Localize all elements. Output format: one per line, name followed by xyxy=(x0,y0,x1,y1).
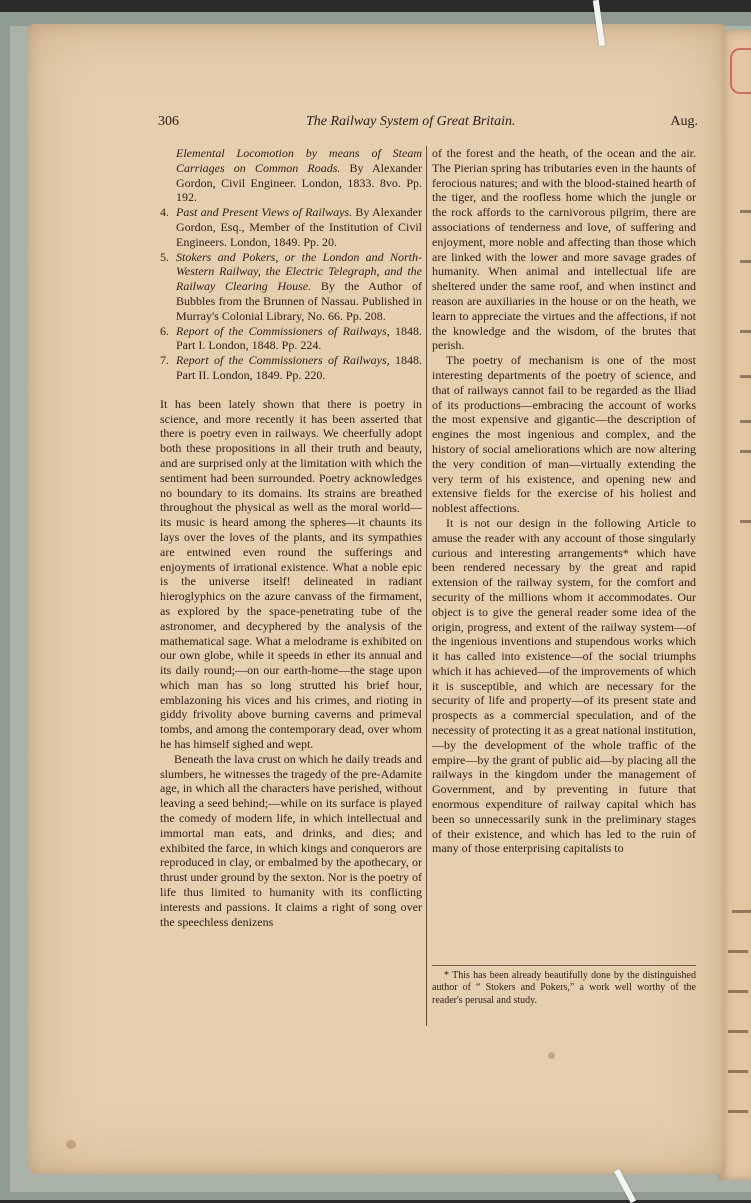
footnote xyxy=(432,970,696,1007)
text-fragment xyxy=(740,260,751,263)
text-fragment xyxy=(740,450,751,453)
reference-details: 1848. Part I. London, 1848. Pp. 224. xyxy=(176,323,423,353)
body-paragraph: The poetry of mechanism is one of the most interesting departments of the poetry of science, and that of railways cannot fail to be regarded as the Iliad of its productions—embracing the account of works the most expensive and gigantic—the description of engines the most ingenious and complex, and the history of social ameliorations which are now altering the very condition of man—virtually extending the very term of his existence, and opening new and extensive fields for the exercise of his holiest and noblest affections. xyxy=(432,353,696,516)
text-fragment xyxy=(740,210,751,213)
reference-number: 7. xyxy=(160,353,169,368)
paper-stain xyxy=(548,1052,555,1059)
reference-details: By the Author of Bubbles from the Brunnen of Nassau. Published in Murray's Colonial Library, No. 66. Pp. 208. xyxy=(176,279,422,323)
running-header xyxy=(158,114,698,136)
reference-details: By Alexander Gordon, Esq., Member of the Institution of Civil Engineers. London, 1849. Pp. 20. xyxy=(176,205,422,249)
reference-number: 5. xyxy=(160,249,169,264)
running-title: The Railway System of Great Britain. xyxy=(306,114,516,129)
reference-item xyxy=(160,250,422,324)
reference-number: 4. xyxy=(160,205,169,220)
text-fragment xyxy=(740,520,751,523)
text-fragment xyxy=(728,950,748,953)
text-fragment xyxy=(728,1110,748,1113)
left-column xyxy=(160,146,422,929)
reference-item xyxy=(160,205,422,249)
footnote-rule xyxy=(432,965,696,966)
section-gap xyxy=(160,383,422,397)
reference-item xyxy=(160,324,422,354)
text-fragment xyxy=(728,990,748,993)
reference-number: 6. xyxy=(160,323,169,338)
right-column xyxy=(432,146,696,856)
paper-stain xyxy=(66,1140,76,1149)
body-paragraph: Beneath the lava crust on which he daily treads and slumbers, he witnesses the tragedy of the pre-Adamite age, in which all the characters have perished, without leaving a seed behind;—while on its surface is played the comedy of modern life, in which intellectual and immortal man eats, and drinks, and dies; and exhibited the farce, in which kings and conquerors are reproduced in clay, or embalmed by the apothecary, or thrust under ground by the sexton. Nor is the poetry of life thus limited to humanity with its conflicting interests and passions. It claims a right of song over the speechless denizens xyxy=(160,751,422,929)
text-fragment xyxy=(732,910,751,913)
reference-details: 1848. Part II. London, 1849. Pp. 220. xyxy=(176,353,423,382)
page-number: 306 xyxy=(158,114,179,129)
red-ink-mark xyxy=(730,48,751,94)
text-fragment xyxy=(740,420,751,423)
reference-title: Elemental Locomotion by means of Steam Carriages on Common Roads. xyxy=(176,146,422,175)
column-rule xyxy=(426,146,427,1026)
body-paragraph: It has been lately shown that there is poetry in science, and more recently it has been asserted that there is poetry even in railways. We cheerfully adopt both these propositions in all their truth and beauty, and are surprised only at the limitation with which the sentiment had been surrounded. Poetry acknowledges no boundary to its domains. Its strains are breathed throughout the physical as well as the moral world—its music is heard among the spheres—it chaunts its lays over the loves of the plants, and its sympathies are entwined even round the sufferings and enjoyments of irrational existence. What a noble epic is the universe itself! delineated in radiant hieroglyphics on the azure canvass of the firmament, as explored by the space-penetrating tube of the astronomer, and decyphered by the analysis of the mathematical sage. What a melodrame is exhibited on our own globe, while it speeds in ether its annual and its daily round;—on our earth-home—the stage upon which man has so long strutted his brief hour, emblazoning his vices and his crimes, and rioting in giddy frivolity above burning caverns and primeval tombs, and among the contemporary dead, over whom he has himself sighed and wept. xyxy=(160,396,422,752)
footnote-text: * This has been already beautifully done by the distinguished author of “ Stokers and Pokers,” a work well worthy of the reader's perusal and study. xyxy=(432,970,696,1006)
text-fragment xyxy=(728,1030,748,1033)
reference-title: Report of the Commissioners of Railways, xyxy=(176,353,390,368)
text-fragment xyxy=(740,330,751,333)
text-fragment xyxy=(740,375,751,378)
reference-title: Stokers and Pokers, or the London and North-Western Railway, the Electric Telegraph, and the Railway Clearing House. xyxy=(176,249,422,294)
reference-item xyxy=(160,353,422,383)
reference-list xyxy=(160,146,422,383)
body-paragraph: It is not our design in the following Article to amuse the reader with any account of those singularly curious and interesting arrangements* which have been rendered necessary by the great and rapid extension of the railway system, for the comfort and security of the millions whom it accommodates. Our object is to give the general reader some idea of the origin, progress, and extent of the railway system—of the ingenious inventions and stupendous works which it has called into existence—of the social triumphs which it has achieved—of the improvements of which it is susceptible, and which are necessary for the security of life and property—of its present state and prospects as a commercial speculation, and of the necessity of protecting it as a great national institution,—by the development of the whole traffic of the empire—by the grant of public aid—by placing all the railways in the kingdom under the management of Government, and by preventing in future that enormous expenditure of railway capital which has been so unnecessarily sunk in the preliminary stages of their existence, and which has led to the ruin of many of those enterprising capitalists to xyxy=(432,515,696,856)
reference-details: By Alexander Gordon, Civil Engineer. London, 1833. 8vo. Pp. 192. xyxy=(176,160,422,205)
header-month: Aug. xyxy=(670,114,698,129)
reference-title: Report of the Commissioners of Railways, xyxy=(176,323,390,338)
body-paragraph: of the forest and the heath, of the ocean and the air. The Pierian spring has tributaries even in the haunts of ferocious natures; and with the blood-stained hearth of the tiger, and the roofless home which the jungle or the rock affords to the carnivorous pilgrim, there are associations of tenderness and love, of suffering and enjoyment, more noble and affecting than those which are linked with the lower and more savage grades of humanity. When animal and intellectual life are sheltered under the same roof, and when instinct and reason are auxiliaries in the house or on the heath, we learn to appreciate the virtues and the affections, if not the knowledge and the wisdom, of the brutes that perish. xyxy=(432,146,696,353)
text-fragment xyxy=(728,1070,748,1073)
reference-item xyxy=(160,146,422,205)
reference-title: Past and Present Views of Railways. xyxy=(176,205,353,220)
